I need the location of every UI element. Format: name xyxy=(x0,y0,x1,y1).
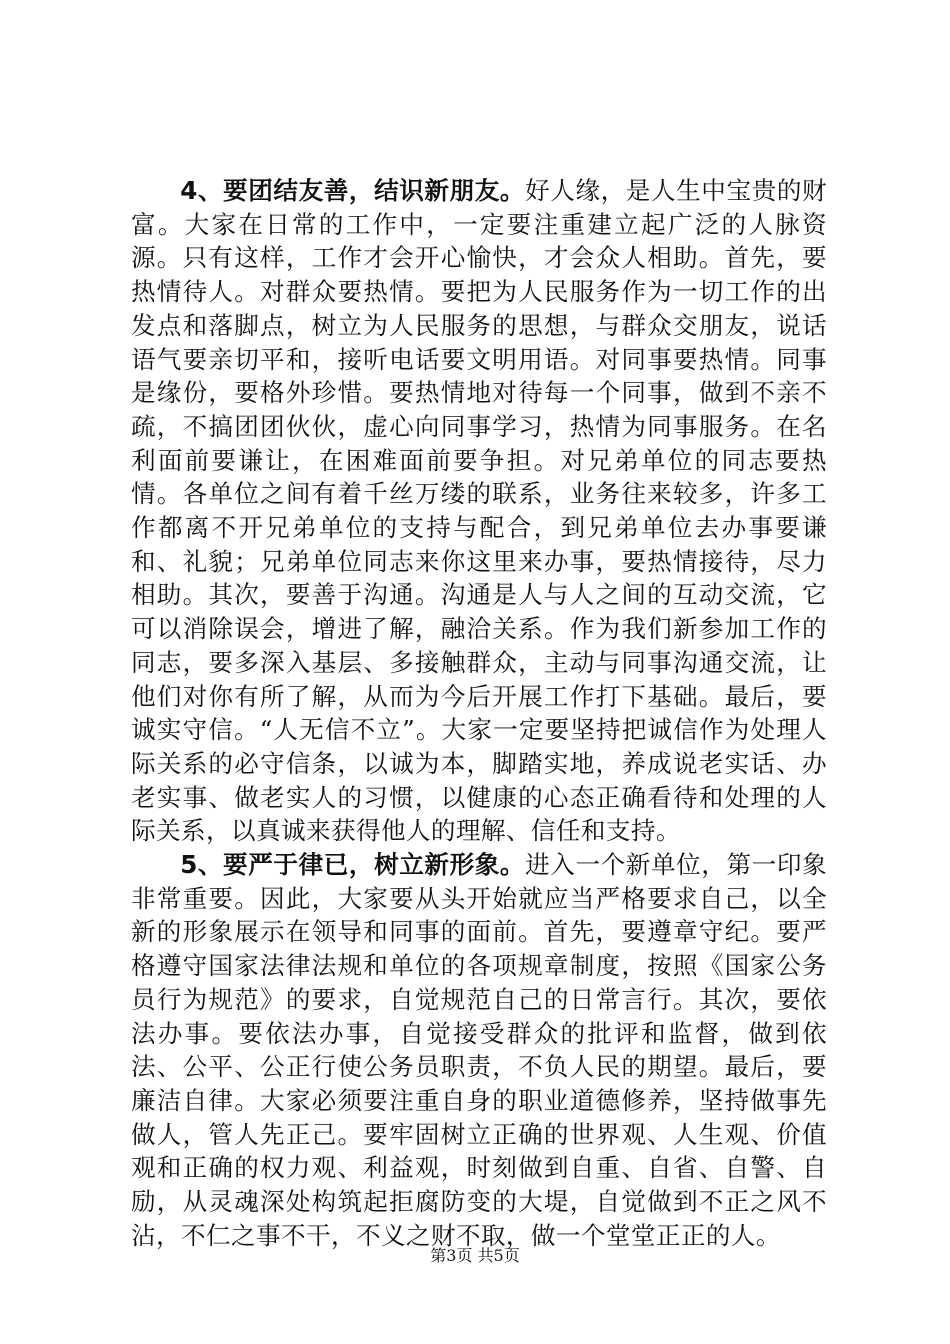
paragraph-5-heading: 5、要严于律已，树立新形象。 xyxy=(180,850,526,880)
paragraph-5-text: 进入一个新单位，第一印象非常重要。因此，大家要从头开始就应当严格要求自己，以全新的形象展示在领导和同事的面前。首先，要遵章守纪。要严格遵守国家法律法规和单位的各项规章制度，按照《国家公务员行为规范》的要求，自觉规范自己的日常言行。其次，要依法办事。要依法办事，自觉接受群众的批评和监督，做到依法、公平、公正行使公务员职责，不负人民的期望。最后，要廉洁自律。大家必须要注重自身的职业道德修养，坚持做事先做人，管人先正己。要牢固树立正确的世界观、人生观、价值观和正确的权力观、利益观，时刻做到自重、自省、自警、自励，从灵魂深处构筑起拒腐防变的大堤，自觉做到不正之风不沾，不仁之事不干，不义之财不取，做一个堂堂正正的人。 xyxy=(131,850,827,1250)
paragraph-5 xyxy=(131,848,827,1252)
document-body xyxy=(131,174,827,1253)
paragraph-4-text: 好人缘，是人生中宝贵的财富。大家在日常的工作中，一定要注重建立起广泛的人脉资源。只有这样，工作才会开心愉快，才会众人相助。首先，要热情待人。对群众要热情。要把为人民服务作为一切工作的出发点和落脚点，树立为人民服务的思想，与群众交朋友，说话语气要亲切平和，接听电话要文明用语。对同事要热情。同事是缘份，要格外珍惜。要热情地对待每一个同事，做到不亲不疏，不搞团团伙伙，虚心向同事学习，热情为同事服务。在名利面前要谦让，在困难面前要争担。对兄弟单位的同志要热情。各单位之间有着千丝万缕的联系，业务往来较多，许多工作都离不开兄弟单位的支持与配合，到兄弟单位去办事要谦和、礼貌；兄弟单位同志来你这里来办事，要热情接待，尽力相助。其次，要善于沟通。沟通是人与人之间的互动交流，它可以消除误会，增进了解，融洽关系。作为我们新参加工作的同志，要多深入基层、多接触群众，主动与同事沟通交流，让他们对你有所了解，从而为今后开展工作打下基础。最后，要诚实守信。“人无信不立”。大家一定要坚持把诚信作为处理人际关系的必守信条，以诚为本，脚踏实地，养成说老实话、办老实事、做老实人的习惯，以健康的心态正确看待和处理的人际关系，以真诚来获得他人的理解、信任和支持。 xyxy=(131,176,827,846)
page-number-label: 第3页 共5页 xyxy=(430,1246,520,1265)
paragraph-4-heading: 4、要团结友善，结识新朋友。 xyxy=(180,176,526,205)
paragraph-4 xyxy=(131,174,827,848)
page-footer xyxy=(0,1246,950,1266)
